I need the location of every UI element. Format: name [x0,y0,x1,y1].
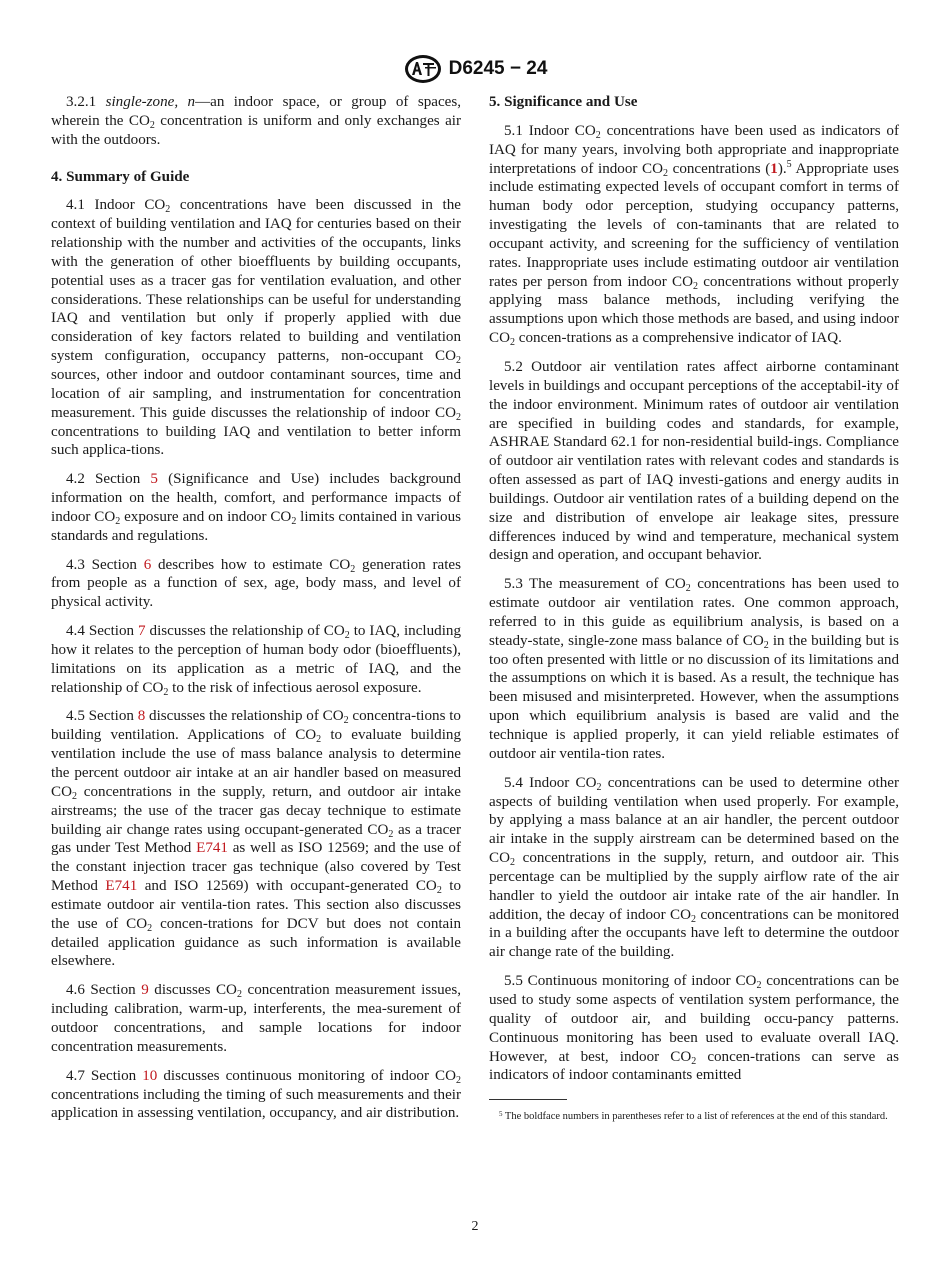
paragraph-4-6: 4.6 Section 9 discusses $CO_2$ concentration measurement issues, including calibration, warm-up, interferents, the mea-surement of outdoor concentrations, and sample locations for indoor concentration measurements. [51,982,461,1055]
section-5-link[interactable]: 5 [150,471,158,488]
section-5-heading: 5. Significance and Use [489,94,638,110]
footnote-5-marker[interactable]: 5 [786,158,792,170]
astm-logo-icon [403,53,443,85]
paragraph-4-4: 4.4 Section 7 discusses the relationship of $CO_2$ to IAQ, including how it relates to the perception of human body odor (bioeffluents), limitations on its application as a metric of IAQ, and the relationship of $CO_2$ to the risk of infectious aerosol exposure. [51,623,461,698]
paragraph-5-1: 5.1 Indoor $CO_2$ concentrations have been used as indicators of IAQ for many years, involving both appropriate and inappropriate interpretations of indoor $CO_2$ concentrations (1).$^5$ Appropriate uses include estimating expected levels of occupant comfort in terms of human body odor perception, studying occupancy patterns, investigating the levels of con-taminants that are related to occupant activity, and screening for the sufficiency of ventilation rates. Inappropriate uses include estimating outdoor air ventilation rates per person from indoor $CO_2$ concentrations without properly applying mass balance methods, including verifying the assumptions upon which those methods are based, and using indoor $CO_2$ concen-trations as a comprehensive indicator of IAQ. [489,122,900,349]
paragraph-4-3: 4.3 Section 6 describes how to estimate $CO_2$ generation rates from people as a function of sex, age, body mass, and level of physical activity. [51,556,461,611]
paragraph-4-7: 4.7 Section 10 discusses continuous monitoring of indoor $CO_2$ concentrations including the timing of such measurements and their application in assessing ventilation, occupancy, and air distribution. [51,1067,461,1122]
reference-1-link[interactable]: 1 [770,160,778,177]
section-8-link[interactable]: 8 [137,708,146,725]
section-4-heading: 4. Summary of Guide [51,168,190,185]
paragraph-4-5: 4.5 Section 8 discusses the relationship of $CO_2$ concentra-tions to building ventilation. Applications of $CO_2$ to evaluate building ventilation include the use of mass balance analysis to determine the percent outdoor air intake at an air handler based on measured $CO_2$ concentrations in the supply, return, and outdoor air intake airstreams; the use of the tracer gas decay technique to estimate building air change rates using occupant-generated $CO_2$ as a tracer gas under Test Method E741 as well as ISO 12569; and the use of the constant injection tracer gas technique (also covered by Test Method E741 and ISO 12569) with occupant-generated $CO_2$ to estimate outdoor air ventila-tion rates. This section also discusses the use of $CO_2$ concen-trations for DCV but does not contain detailed application guidance as such information is available elsewhere. [51,708,462,970]
paragraph-3-2-1: 3.2.1 single-zone, n—an indoor space, or group of spaces, wherein the $CO_2$ concentration is uniform and only exchanges air with the outdoors. [51,94,461,148]
paragraph-5-2: 5.2 Outdoor air ventilation rates affect airborne contaminant levels in buildings and occupant perceptions of the acceptabil-ity of the indoor environment. Minimum rates of outdoor air ventilation are specified in building codes and standards, for example, ASHRAE Standard 62.1 for non-residential build-ings. Compliance of outdoor air ventilation rates with relevant codes and standards is often assessed as part of IAQ investi-gations and energy audits in buildings. Outdoor air ventilation rates of a building depend on the size and distribution of envelope air leakage sites, pressure differences induced by wind and temperature, mechanical system design and operation, and occupant behavior. [489,358,899,564]
left-column [51,93,461,1133]
page-number: 2 [471,1219,479,1234]
footnote-5: $^5$ The boldface numbers in parentheses refer to a list of references at the end of this standard. [499,1110,888,1123]
footnote-divider [489,1099,567,1100]
section-9-link[interactable]: 9 [141,982,149,999]
paragraph-4-1: 4.1 Indoor $CO_2$ concentrations have been discussed in the context of building ventilation and IAQ for centuries based on their relationship with the number and activities of the occupants, links with the generation of other bioeffluents by building occupants, potential uses as a tracer gas for ventilation evaluation, and other considerations. These relationships can be useful for understanding IAQ and ventilation but only if properly applied with due consideration of key factors related to building and ventilation system configuration, occupancy patterns, non-occupant $CO_2$ sources, other indoor and outdoor contaminant sources, time and location of air sampling, and instrumentation for concentration measurement. This guide discusses the relationship of indoor $CO_2$ concentrations to building IAQ and ventilation to better inform such applica-tions. [51,197,461,459]
paragraph-4-2: 4.2 Section 5 (Significance and Use) includes background information on the health, comfort, and performance impacts of indoor $CO_2$ exposure and on indoor $CO_2$ limits contained in various standards and regulations. [51,471,461,544]
right-column [489,93,899,1124]
page-header [0,52,950,86]
section-6-link[interactable]: 6 [143,556,152,573]
section-10-link[interactable]: 10 [142,1067,158,1084]
paragraph-5-3: 5.3 The measurement of $CO_2$ concentrations has been used to estimate outdoor air ventilation rates. One common approach, referred to in this guide as equilibrium analysis, is based on a steady-state, single-zone mass balance of $CO_2$ in the building but is too often presented with little or no discussion of its limitations and the assumptions on which it is based. As a result, the technique has been misused and misinterpreted. However, when the assumptions upon which equilibrium analysis is based are valid and the technique is applied properly, it can yield reliable estimates of outdoor air ventila-tion rates. [489,576,899,762]
section-7-link[interactable]: 7 [138,623,146,640]
designation: D6245 − 24 [448,58,548,79]
paragraph-5-4: 5.4 Indoor $CO_2$ concentrations can be used to determine other aspects of building ventilation when used properly. For example, by applying a mass balance at an air handler, the percent outdoor air intake in the supply airstream can be determined based on the $CO_2$ concentrations in the supply, return, and outdoor air. This percentage can be multiplied by the supply airflow rate of the air handler to yield the outdoor air intake rate of the air handler. In addition, the decay of indoor $CO_2$ concentrations can be monitored in a building after the occupants have left to determine the outdoor air change rate of the building. [489,774,899,961]
e741-link[interactable]: E741 [196,840,228,857]
paragraph-5-5: 5.5 Continuous monitoring of indoor $CO_2$ concentrations can be used to study some aspects of ventilation system performance, the quality of outdoor air, and building occu-pancy patterns. Continuous monitoring has been used to evaluate overall IAQ. However, at best, indoor $CO_2$ concen-trations can serve as indicators of indoor contaminants emitted [489,973,899,1084]
e741-link[interactable]: E741 [105,878,138,895]
